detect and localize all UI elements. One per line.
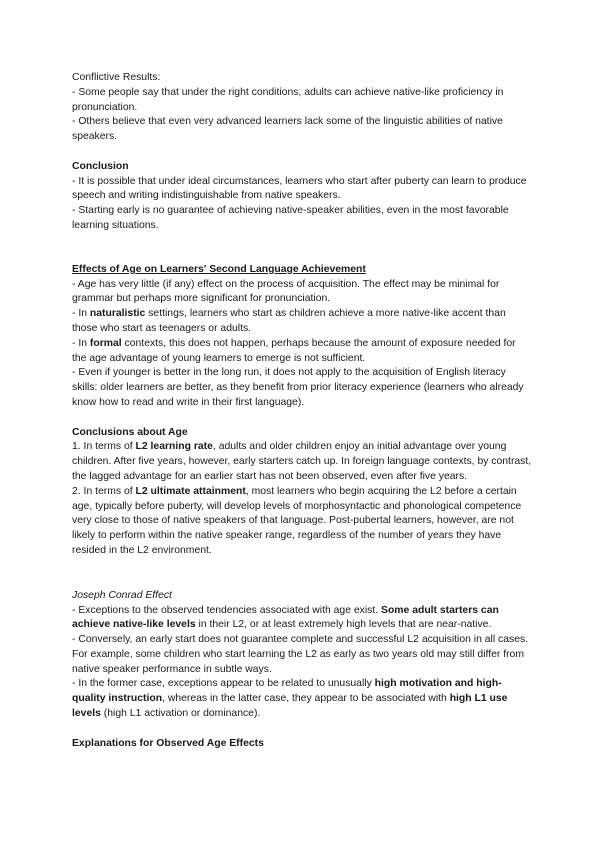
effects-p2-post: settings, learners who start as children achieve a more native-like accent than those who start as teenagers or adults.: [72, 308, 506, 334]
conrad-point-2: - Conversely, an early start does not guarantee complete and successful L2 acquisition in all cases. For example, some children who start learning the L2 as early as two years old may still differ from native speaker performance in subtle ways.: [72, 634, 529, 675]
conrad-heading: [72, 589, 532, 604]
conclusions-age-point-1: [72, 440, 532, 484]
conrad-p1-pre: - Exceptions to the observed tendencies associated with age exist.: [72, 604, 382, 616]
conflictive-point-1: - Some people say that under the right conditions, adults can achieve native-like proficiency in pronunciation.: [72, 86, 504, 113]
conclusion-point-2: - Starting early is no guarantee of achieving native-speaker abilities, even in the most favorable learning situations.: [72, 205, 509, 231]
effects-p2-bold: naturalistic: [89, 308, 146, 320]
conrad-p3-bold-2: high L1 use levels: [72, 693, 508, 720]
conrad-p1-post: in their L2, or at least extremely high levels that are near-native.: [195, 619, 492, 631]
conrad-point-3: [72, 677, 532, 721]
conclusion-point-1: - It is possible that under ideal circumstances, learners who start after puberty can learn to produce speech and writing indistinguishable from native speakers.: [72, 175, 527, 202]
ca-p1-bold: L2 learning rate: [135, 441, 213, 453]
conrad-p3-pre: - In the former case, exceptions appear to be related to unusually: [72, 678, 375, 690]
ca-p2-post: , most learners who begin acquiring the L2 before a certain age, typically before puberty, will develop levels of morphosyntactic and phonological competence very close to those of native speakers of that language. Post-pubertal learners, however, are not likely to perform within the native speaker range, regardless of the number of years they have resided in the L2 environment.: [72, 485, 522, 556]
effects-p2-pre: - In: [72, 308, 90, 320]
conrad-p3-post: (high L1 activation or dominance).: [100, 708, 261, 720]
conrad-p3-mid: , whereas in the latter case, they appear to be associated with: [162, 693, 450, 705]
effects-p3-pre: - In: [72, 337, 90, 349]
effects-point-1: - Age has very little (if any) effect on the process of acquisition. The effect may be minimal for grammar but perhaps more significant for pronunciation.: [72, 278, 500, 305]
ca-p2-bold: L2 ultimate attainment: [135, 485, 246, 497]
conflictive-point-2: - Others believe that even very advanced learners lack some of the linguistic abilities of native speakers.: [72, 116, 503, 143]
conclusions-age-heading: [72, 426, 532, 441]
conrad-p3-bold-1: high motivation and high-quality instruction: [72, 678, 502, 705]
conclusion-heading: [72, 160, 532, 175]
conclusions-age-title: Conclusions about Age: [72, 426, 188, 438]
conclusion-title: Conclusion: [72, 160, 129, 172]
effects-p3-bold: formal: [89, 337, 122, 349]
document-page: [72, 71, 532, 751]
effects-point-4: - Even if younger is better in the long run, it does not apply to the acquisition of English literacy skills: older learners are better, as they benefit from prior literacy experience (learners who already know how to read and write in their first language).: [72, 367, 524, 408]
conrad-title: Joseph Conrad Effect: [72, 589, 172, 601]
effects-heading: [72, 263, 532, 278]
conclusions-age-point-2: [72, 485, 532, 559]
ca-p1-pre: 1. In terms of: [72, 441, 136, 453]
effects-p3-post: contexts, this does not happen, perhaps because the amount of exposure needed for the age advantage of young learners to emerge is not sufficient.: [72, 337, 516, 364]
conrad-p1-bold: Some adult starters can achieve native-like levels: [72, 604, 499, 631]
effects-point-2: [72, 307, 532, 337]
effects-point-3: [72, 337, 532, 367]
ca-p1-post: , adults and older children enjoy an initial advantage over young children. After five years, however, early starters catch up. In foreign language contexts, by contrast, the lagged advantage for an earlier start has not been observed, even after five years.: [72, 441, 532, 482]
conrad-point-1: [72, 604, 532, 634]
explanations-heading: [72, 737, 532, 752]
effects-title: Effects of Age on Learners' Second Language Achievement: [72, 263, 366, 275]
ca-p2-pre: 2. In terms of: [72, 485, 136, 497]
explanations-title: Explanations for Observed Age Effects: [72, 737, 264, 749]
conflictive-title: Conflictive Results:: [72, 72, 161, 83]
